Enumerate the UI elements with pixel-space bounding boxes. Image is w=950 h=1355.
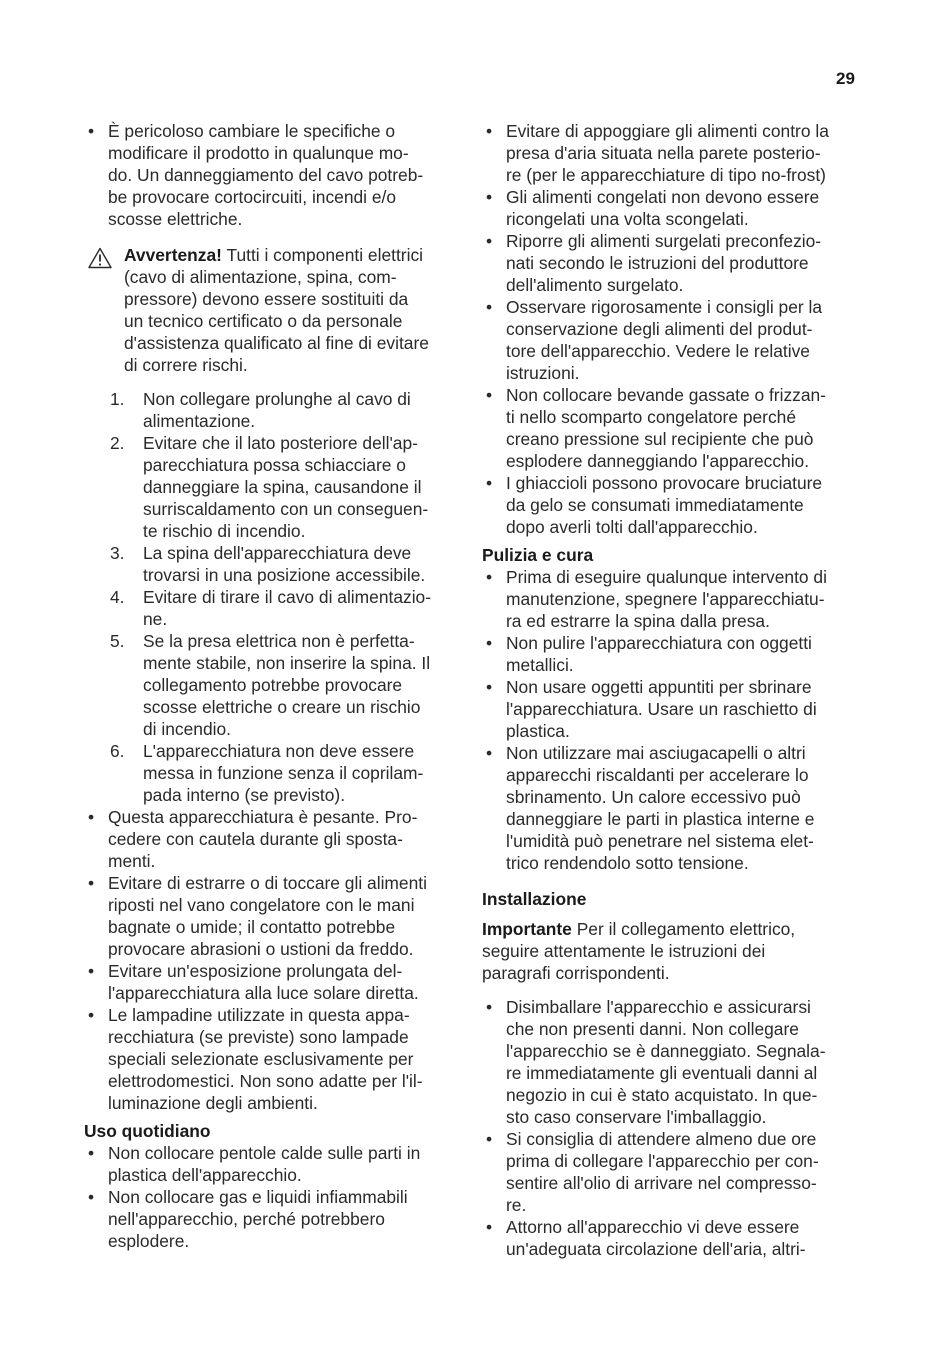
text-line: nell'apparecchio, perché potrebbero xyxy=(108,1209,385,1229)
text-line: Attorno all'apparecchio vi deve essere xyxy=(506,1217,800,1237)
text-line: parecchiatura possa schiacciare o xyxy=(143,455,406,475)
text-line: provocare abrasioni o ustioni da freddo. xyxy=(108,939,414,959)
list-item xyxy=(482,120,862,186)
text-line: metallici. xyxy=(506,655,574,675)
text-line: negozio in cui è stato acquistato. In que- xyxy=(506,1085,818,1105)
text-line: re (per le apparecchiature di tipo no-frost) xyxy=(506,165,826,185)
bullet-icon: • xyxy=(486,473,493,493)
text-line: trovarsi in una posizione accessibile. xyxy=(143,565,426,585)
bullet-icon: • xyxy=(88,873,95,893)
section-heading-pulizia: Pulizia e cura xyxy=(482,545,594,565)
text-line: di correre rischi. xyxy=(124,355,248,375)
text-line: sto caso conservare l'imballaggio. xyxy=(506,1107,767,1127)
text-line: pressore) devono essere sostituiti da xyxy=(124,289,409,309)
item-number: 5. xyxy=(110,631,125,651)
text-line: te rischio di incendio. xyxy=(143,521,306,541)
bullet-icon: • xyxy=(486,567,493,587)
text-line: conservazione degli alimenti del produt- xyxy=(506,319,813,339)
text-line: I ghiaccioli possono provocare bruciature xyxy=(506,473,823,493)
text-line: l'apparecchiatura. Usare un raschietto di xyxy=(506,699,817,719)
item-number: 4. xyxy=(110,587,125,607)
item-number: 2. xyxy=(110,433,125,453)
text-line: do. Un danneggiamento del cavo potreb- xyxy=(108,165,424,185)
text-line: istruzioni. xyxy=(506,363,580,383)
page-number: 29 xyxy=(836,69,855,88)
list-item xyxy=(482,230,862,296)
text-line: recchiatura (se previste) sono lampade xyxy=(108,1027,409,1047)
text-line: La spina dell'apparecchiatura deve xyxy=(143,543,412,563)
text-line: Osservare rigorosamente i consigli per la xyxy=(506,297,823,317)
text-line: da gelo se consumati immediatamente xyxy=(506,495,804,515)
right-column xyxy=(482,120,862,1260)
text-line: nati secondo le istruzioni del produttore xyxy=(506,253,809,273)
list-item xyxy=(482,632,862,676)
list-item xyxy=(482,676,862,742)
list-item xyxy=(84,1142,462,1186)
list-item xyxy=(482,1128,862,1216)
text-line: Non collocare pentole calde sulle parti in xyxy=(108,1143,421,1163)
text-line: esplodere danneggiando l'apparecchio. xyxy=(506,451,810,471)
text-line: Non utilizzare mai asciugacapelli o altri xyxy=(506,743,806,763)
text-line: luminazione degli ambienti. xyxy=(108,1093,318,1113)
important-title: Importante xyxy=(482,919,572,939)
text-line: seguire attentamente le istruzioni dei xyxy=(482,941,766,961)
list-item xyxy=(482,296,862,384)
list-item xyxy=(482,742,862,874)
important-note xyxy=(482,918,862,984)
text-line: riposti nel vano congelatore con le mani xyxy=(108,895,415,915)
text-line: Prima di eseguire qualunque intervento di xyxy=(506,567,827,587)
text-line: Non usare oggetti appuntiti per sbrinare xyxy=(506,677,812,697)
text-line: ti nello scomparto congelatore perché xyxy=(506,407,797,427)
text-line: L'apparecchiatura non deve essere xyxy=(143,741,415,761)
text-line: scosse elettriche. xyxy=(108,209,243,229)
text-line: ra ed estrarre la spina dalla presa. xyxy=(506,611,770,631)
list-item xyxy=(84,1186,462,1252)
text-line: presa d'aria situata nella parete posterio- xyxy=(506,143,821,163)
text-line: Si consiglia di attendere almeno due ore xyxy=(506,1129,817,1149)
text-line: re. xyxy=(506,1195,527,1215)
text-line: Evitare di appoggiare gli alimenti contro la xyxy=(506,121,829,141)
left-column xyxy=(84,120,462,1252)
text-line: un tecnico certificato o da personale xyxy=(124,311,403,331)
text-line: Per il collegamento elettrico, xyxy=(571,919,796,939)
numbered-item xyxy=(84,586,462,630)
text-line: l'umidità può penetrare nel sistema elet- xyxy=(506,831,814,851)
item-number: 3. xyxy=(110,543,125,563)
bullet-icon: • xyxy=(486,231,493,251)
bullet-icon: • xyxy=(88,1143,95,1163)
text-line: esplodere. xyxy=(108,1231,190,1251)
text-line: ricongelati una volta scongelati. xyxy=(506,209,749,229)
text-line: danneggiare le parti in plastica interne e xyxy=(506,809,815,829)
text-line: Evitare che il lato posteriore dell'ap- xyxy=(143,433,418,453)
text-line: creano pressione sul recipiente che può xyxy=(506,429,814,449)
text-line: bagnate o umide; il contatto potrebbe xyxy=(108,917,396,937)
text-line: collegamento potrebbe provocare xyxy=(143,675,403,695)
list-item xyxy=(84,806,462,872)
text-line: che non presenti danni. Non collegare xyxy=(506,1019,799,1039)
bullet-icon: • xyxy=(486,997,493,1017)
text-line: surriscaldamento con un conseguen- xyxy=(143,499,429,519)
text-line: d'assistenza qualificato al fine di evitare xyxy=(124,333,429,353)
text-line: manutenzione, spegnere l'apparecchiatu- xyxy=(506,589,825,609)
text-line: menti. xyxy=(108,851,156,871)
text-line: apparecchi riscaldanti per accelerare lo xyxy=(506,765,809,785)
text-line: (cavo di alimentazione, spina, com- xyxy=(124,267,397,287)
text-line: alimentazione. xyxy=(143,411,256,431)
text-line: Riporre gli alimenti surgelati preconfezio- xyxy=(506,231,822,251)
section-heading-uso: Uso quotidiano xyxy=(84,1121,211,1141)
bullet-icon: • xyxy=(486,121,493,141)
text-line: Non collegare prolunghe al cavo di xyxy=(143,389,411,409)
text-line: cedere con cautela durante gli sposta- xyxy=(108,829,403,849)
text-line: Evitare di tirare il cavo di alimentazio- xyxy=(143,587,432,607)
text-line: un'adeguata circolazione dell'aria, altri- xyxy=(506,1239,806,1259)
bullet-icon: • xyxy=(486,385,493,405)
text-line: sbrinamento. Un calore eccessivo può xyxy=(506,787,801,807)
text-line: Gli alimenti congelati non devono essere xyxy=(506,187,820,207)
list-item xyxy=(482,384,862,472)
numbered-item xyxy=(84,630,462,740)
text-line: Le lampadine utilizzate in questa appa- xyxy=(108,1005,410,1025)
list-item xyxy=(482,472,862,538)
text-line: prima di collegare l'apparecchio per con- xyxy=(506,1151,819,1171)
warning-block xyxy=(84,244,462,376)
bullet-icon: • xyxy=(486,1129,493,1149)
text-line: dopo averli tolti dall'apparecchio. xyxy=(506,517,758,537)
text-line: sentire all'olio di arrivare nel compresso- xyxy=(506,1173,817,1193)
text-line: modificare il prodotto in qualunque mo- xyxy=(108,143,409,163)
text-line: danneggiare la spina, causandone il xyxy=(143,477,422,497)
list-item xyxy=(84,120,462,230)
text-line: Non pulire l'apparecchiatura con oggetti xyxy=(506,633,812,653)
bullet-icon: • xyxy=(486,1217,493,1237)
text-line: l'apparecchiatura alla luce solare diretta. xyxy=(108,983,419,1003)
bullet-icon: • xyxy=(486,633,493,653)
text-line: trico rendendolo sotto tensione. xyxy=(506,853,749,873)
bullet-icon: • xyxy=(88,1005,95,1025)
warning-icon xyxy=(88,247,112,269)
section-heading-installazione: Installazione xyxy=(482,889,587,909)
numbered-item xyxy=(84,542,462,586)
text-line: Disimballare l'apparecchio e assicurarsi xyxy=(506,997,811,1017)
item-number: 6. xyxy=(110,741,125,761)
bullet-icon: • xyxy=(88,121,95,141)
text-line: mente stabile, non inserire la spina. Il xyxy=(143,653,431,673)
text-line: plastica dell'apparecchio. xyxy=(108,1165,302,1185)
text-line: Non collocare bevande gassate o frizzan- xyxy=(506,385,826,405)
item-number: 1. xyxy=(110,389,125,409)
numbered-item xyxy=(84,432,462,542)
bullet-icon: • xyxy=(88,807,95,827)
bullet-icon: • xyxy=(486,297,493,317)
text-line: tore dell'apparecchio. Vedere le relative xyxy=(506,341,810,361)
list-item xyxy=(482,566,862,632)
text-line: pada interno (se previsto). xyxy=(143,785,346,805)
list-item xyxy=(84,960,462,1004)
numbered-item xyxy=(84,740,462,806)
text-line: Questa apparecchiatura è pesante. Pro- xyxy=(108,807,418,827)
text-line: l'apparecchio se è danneggiato. Segnala- xyxy=(506,1041,826,1061)
text-line: be provocare cortocircuiti, incendi e/o xyxy=(108,187,397,207)
text-line: Evitare un'esposizione prolungata del- xyxy=(108,961,403,981)
list-item xyxy=(84,1004,462,1114)
list-item xyxy=(482,1216,862,1260)
text-line: paragrafi corrispondenti. xyxy=(482,963,670,983)
text-line: speciali selezionate esclusivamente per xyxy=(108,1049,414,1069)
list-item xyxy=(482,996,862,1128)
text-line: Evitare di estrarre o di toccare gli alimenti xyxy=(108,873,427,893)
bullet-icon: • xyxy=(486,743,493,763)
text-line: Non collocare gas e liquidi infiammabili xyxy=(108,1187,408,1207)
bullet-icon: • xyxy=(486,677,493,697)
list-item xyxy=(84,872,462,960)
text-line: plastica. xyxy=(506,721,570,741)
warning-title: Avvertenza! xyxy=(124,245,222,265)
bullet-icon: • xyxy=(486,187,493,207)
text-line: scosse elettriche o creare un rischio xyxy=(143,697,421,717)
bullet-icon: • xyxy=(88,961,95,981)
text-line: Se la presa elettrica non è perfetta- xyxy=(143,631,415,651)
numbered-item xyxy=(84,388,462,432)
text-line: di incendio. xyxy=(143,719,231,739)
text-line: dell'alimento surgelato. xyxy=(506,275,684,295)
list-item xyxy=(482,186,862,230)
text-line: Tutti i componenti elettrici xyxy=(221,245,423,265)
bullet-icon: • xyxy=(88,1187,95,1207)
text-line: re immediatamente gli eventuali danni al xyxy=(506,1063,818,1083)
text-line: messa in funzione senza il coprilam- xyxy=(143,763,424,783)
text-line: elettrodomestici. Non sono adatte per l'il- xyxy=(108,1071,423,1091)
text-line: ne. xyxy=(143,609,168,629)
text-line: È pericoloso cambiare le specifiche o xyxy=(108,121,396,141)
